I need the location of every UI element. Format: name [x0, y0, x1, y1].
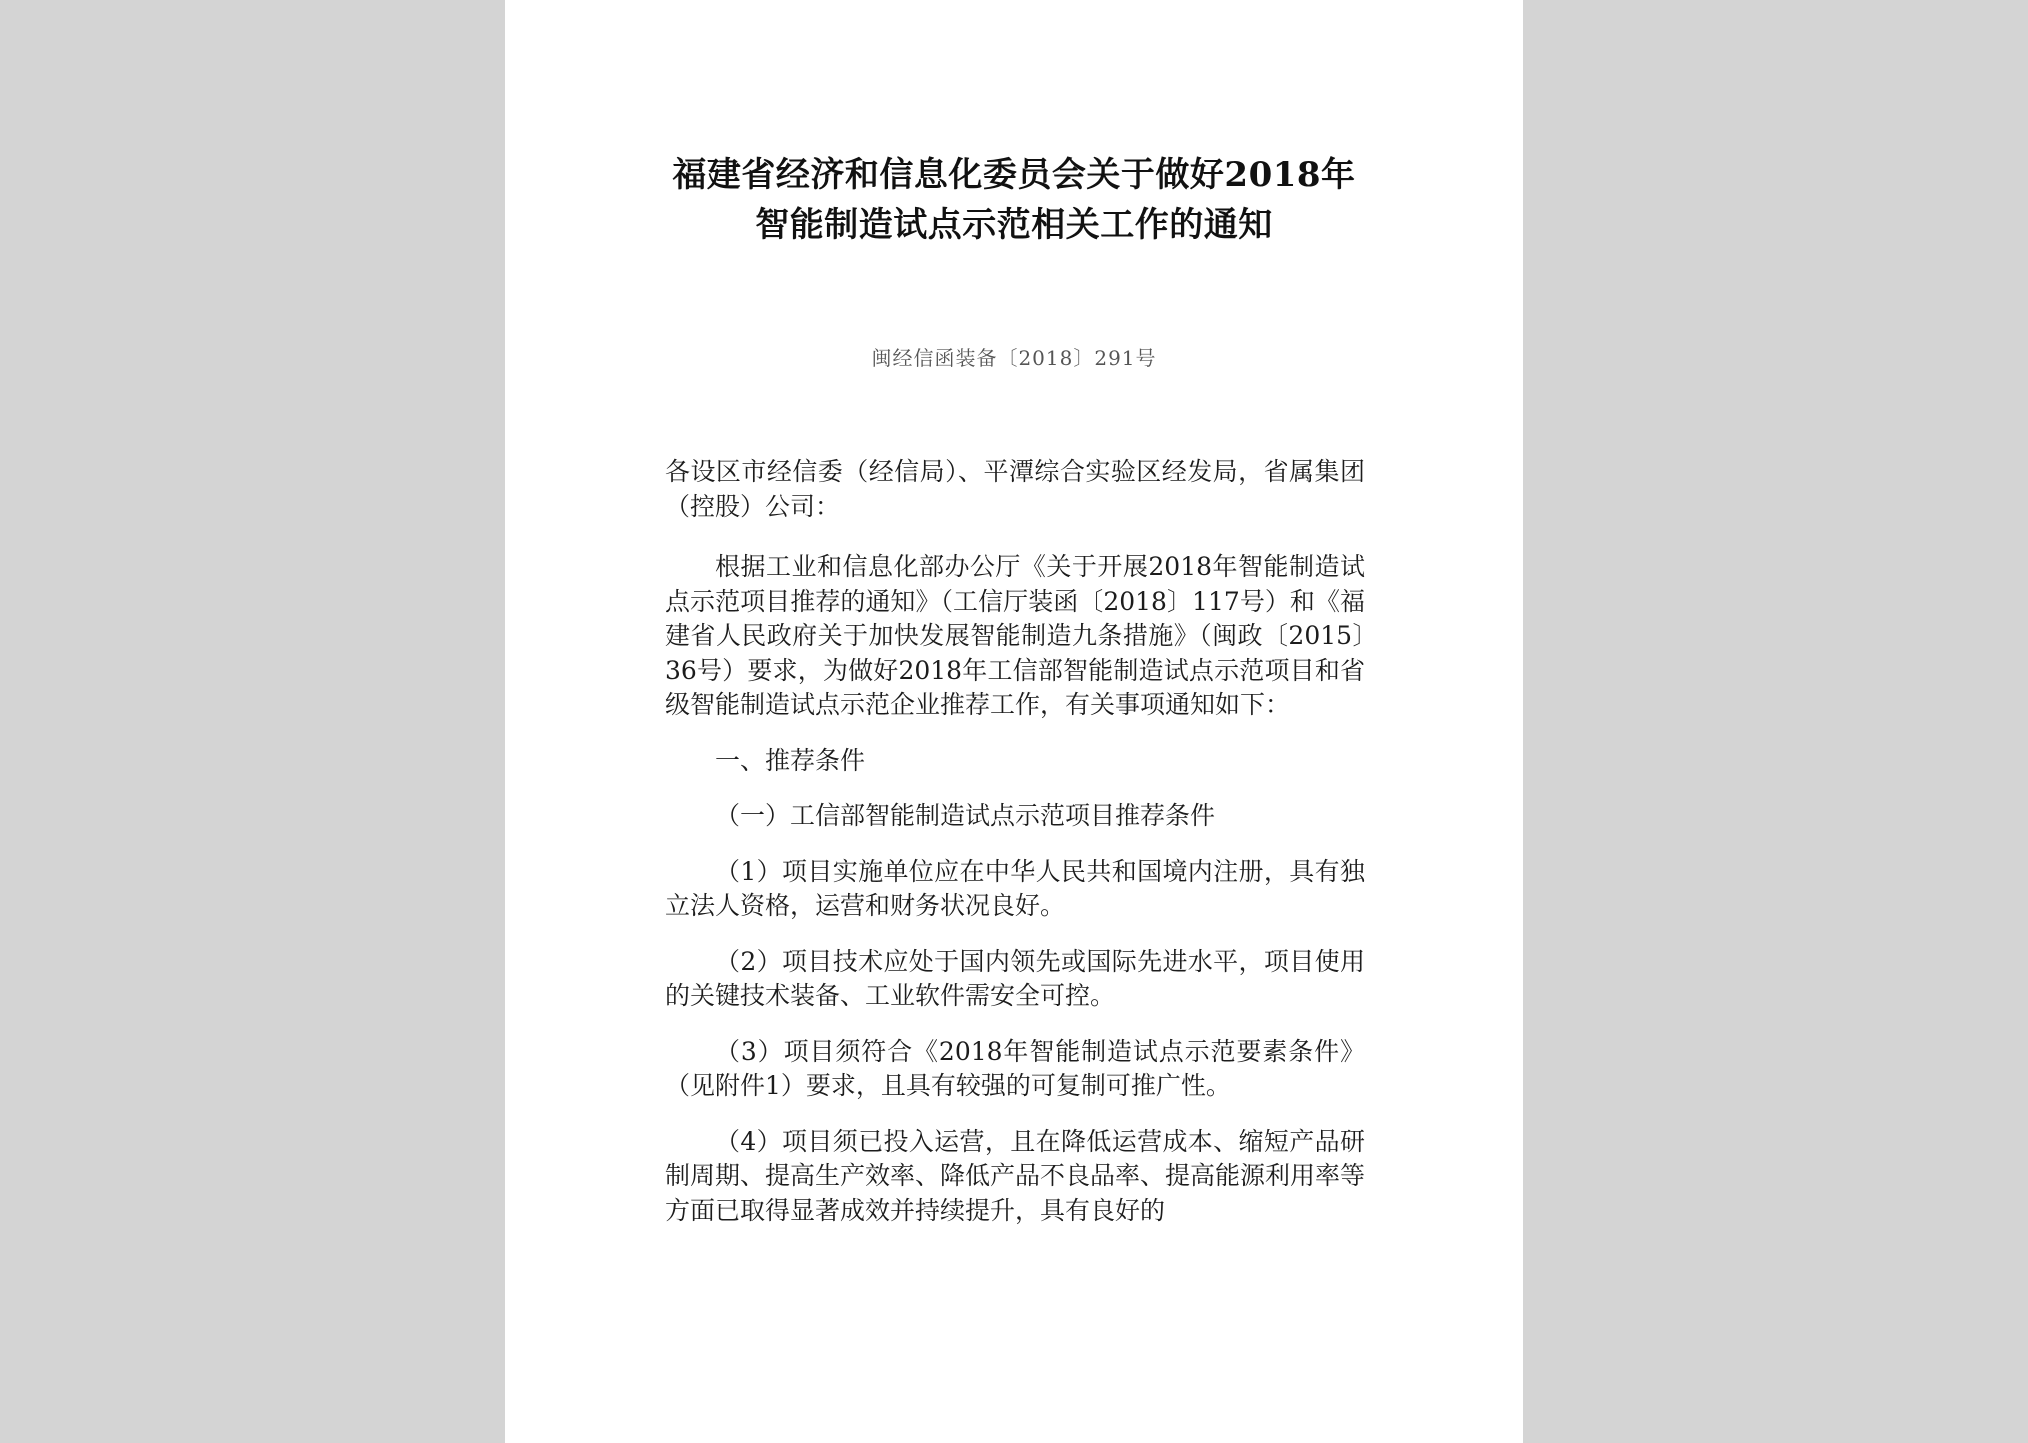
condition-item: （2）项目技术应处于国内领先或国际先进水平，项目使用的关键技术装备、工业软件需安全可控。 — [665, 946, 1365, 1010]
condition-item: （1）项目实施单位应在中华人民共和国境内注册，具有独立法人资格，运营和财务状况良好。 — [665, 856, 1365, 920]
subsection-heading: （一）工信部智能制造试点示范项目推荐条件 — [715, 801, 1216, 830]
document-page — [505, 0, 1523, 1443]
document-body — [665, 455, 1365, 1249]
document-number: 闽经信函装备〔2018〕291号 — [871, 346, 1157, 370]
section-heading: 一、推荐条件 — [715, 745, 866, 775]
document-title: 福建省经济和信息化委员会关于做好2018年智能制造试点示范相关工作的通知 — [672, 155, 1356, 245]
intro-paragraph: 根据工业和信息化部办公厅《关于开展2018年智能制造试点示范项目推荐的通知》（工信厅装函〔2018〕117号）和《福建省人民政府关于加快发展智能制造九条措施》（闽政〔2015〕36号）要求，为做好2018年工信部智能制造试点示范项目和省级智能制造试点示范企业推荐工作，有关事项通知如下： — [665, 552, 1365, 719]
condition-item: （4）项目须已投入运营，且在降低运营成本、缩短产品研制周期、提高生产效率、降低产品不良品率、提高能源利用率等方面已取得显著成效并持续提升，具有良好的 — [665, 1126, 1366, 1225]
condition-item: （3）项目须符合《2018年智能制造试点示范要素条件》（见附件1）要求，且具有较强的可复制可推广性。 — [665, 1036, 1365, 1100]
addressee: 各设区市经信委（经信局）、平潭综合实验区经发局，省属集团（控股）公司： — [665, 457, 1365, 521]
